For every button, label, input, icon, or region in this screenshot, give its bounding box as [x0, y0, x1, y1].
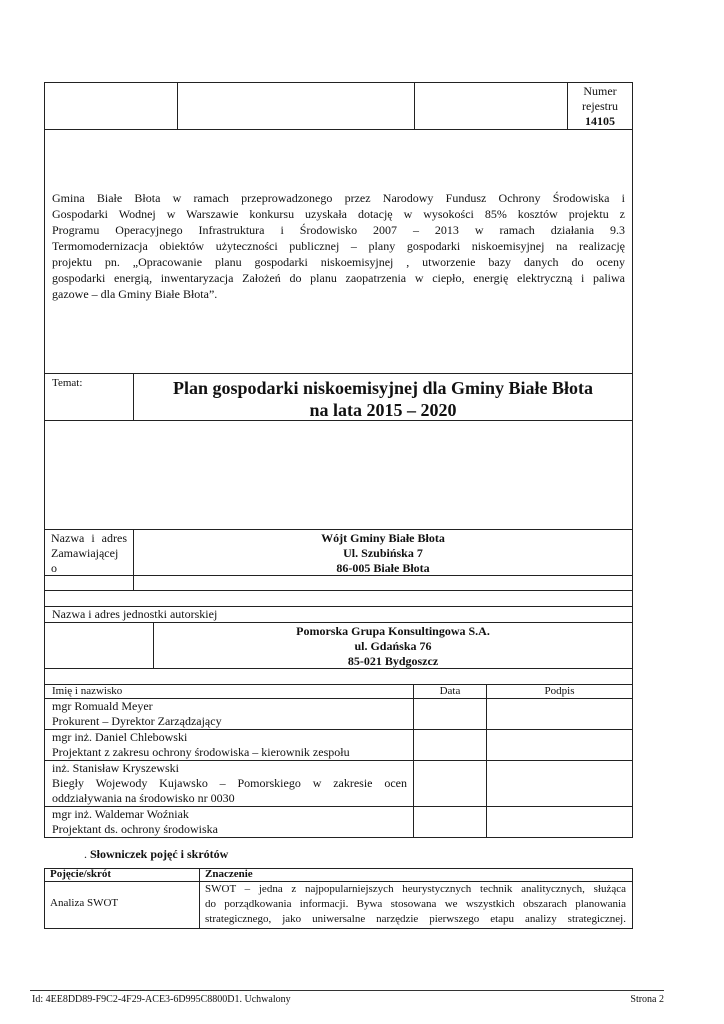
header-name: Imię i nazwisko	[52, 685, 123, 697]
header-date: Data	[439, 685, 461, 697]
person-role: Projektant z zakresu ochrony środowiska – kierownik zespołu	[52, 745, 350, 759]
person-role: Prokurent – Dyrektor Zarządzający	[52, 714, 222, 728]
intro-line: projektu pn. „Opracowanie planu gospodarki niskoemisyjnej , utworzenie bazy danych do oceny	[52, 255, 625, 269]
intro-line: Programu Operacyjnego Infrastruktura i Środowisko 2007 – 2013 w ramach działania 9.3	[52, 223, 625, 237]
intro-line: Gospodarki Wodnej w Warszawie konkursu uzyskała dotację w wysokości 85% kosztów projektu z	[52, 207, 625, 221]
glossary-heading	[84, 847, 228, 862]
topic-label: Temat:	[52, 377, 83, 389]
author-label: Nazwa i adres jednostki autorskiej	[52, 607, 218, 621]
intro-line: gazowe – dla Gminy Białe Błota”.	[52, 287, 218, 301]
person-name: mgr Romuald Meyer	[52, 699, 153, 713]
footer-document-id: Id: 4EE8DD89-F9C2-4F29-ACE3-6D995C8800D1. Uchwalony	[32, 994, 291, 1005]
document-title: Plan gospodarki niskoemisyjnej dla Gminy Białe Błota	[172, 378, 594, 398]
glossary-meaning-line: do porządkowania informacji. Bywa stosowana we wszystkich obszarach planowania	[205, 898, 626, 910]
author-street: ul. Gdańska 76	[354, 639, 432, 653]
author-name: Pomorska Grupa Konsultingowa S.A.	[296, 624, 490, 638]
client-name: Wójt Gminy Białe Błota	[321, 531, 445, 545]
client-label: Nazwa i adres	[51, 531, 127, 545]
glossary-meaning-line: SWOT – jedna z najpopularniejszych heurystycznych technik analitycznych, służąca	[205, 883, 626, 895]
intro-line: gospodarki energią, inwentaryzacja Założeń do planu zaopatrzenia w ciepło, energię elektryczną i paliwa	[52, 271, 625, 285]
intro-line: Gmina Białe Błota w ramach przeprowadzonego przez Narodowy Fundusz Ochrony Środowiska i	[52, 191, 625, 205]
person-role: Biegły Wojewody Kujawsko – Pomorskiego w zakresie ocen	[52, 776, 407, 790]
glossary-header-term: Pojęcie/skrót	[50, 868, 112, 880]
person-name: inż. Stanisław Kryszewski	[52, 761, 179, 775]
glossary-term: Analiza SWOT	[50, 897, 119, 909]
client-street: Ul. Szubińska 7	[343, 546, 423, 560]
client-label: Zamawiającej	[51, 546, 119, 560]
client-label: o	[51, 561, 57, 575]
person-name: mgr inż. Daniel Chlebowski	[52, 730, 188, 744]
author-city: 85-021 Bydgoszcz	[347, 654, 439, 668]
footer-rule	[30, 990, 664, 991]
register-number: 14105	[585, 114, 615, 128]
person-role: oddziaływania na środowisko nr 0030	[52, 791, 235, 805]
glossary-meaning-line: strategicznego, jako uniwersalne narzędzie pierwszego etapu analizy strategicznej.	[205, 913, 626, 925]
person-role: Projektant ds. ochrony środowiska	[52, 822, 218, 836]
glossary-header-meaning: Znaczenie	[205, 868, 253, 880]
glossary-prefix: .	[84, 847, 87, 861]
person-name: mgr inż. Waldemar Woźniak	[52, 807, 189, 821]
client-city: 86-005 Białe Błota	[336, 561, 430, 575]
header-signature: Podpis	[544, 685, 575, 697]
footer-page-number: Strona 2	[630, 994, 664, 1005]
register-label-2: rejestru	[582, 99, 618, 113]
intro-line: Termomodernizacja obiektów użyteczności publicznej – plany gospodarki niskoemisyjnej na realizację	[52, 239, 625, 253]
register-label: Numer	[583, 84, 617, 98]
document-title-years: na lata 2015 – 2020	[309, 400, 457, 420]
glossary-title: Słowniczek pojęć i skrótów	[90, 847, 229, 861]
